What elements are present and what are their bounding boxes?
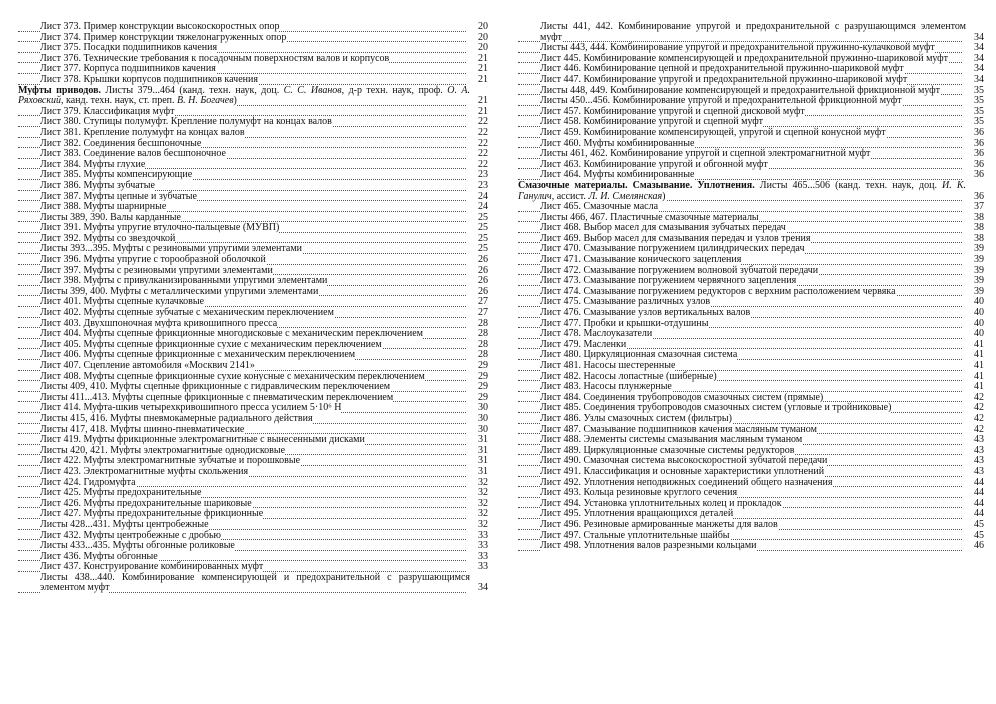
page-number: 39 [968,287,984,298]
page-number: 36 [968,128,984,139]
author-title: , канд. техн. наук, ст. преп. [61,95,177,107]
entry-title: Лист 424. Гидромуфта [40,476,136,488]
entry-title: Лист 423. Электромагнитные муфты скольжения [40,465,249,477]
entry-title: Лист 406. Муфты сцепные фрикционные с механическим переключением [40,349,356,361]
entry-title: Лист 426. Муфты предохранительные шариковые [40,497,252,509]
page-number: 24 [472,192,488,203]
entry-title: Лист 496. Резиновые армированные манжеты для валов [540,518,778,530]
entry-title: Лист 414. Муфта-шкив четырехкривошипного пресса усилием 5·10⁶ Н [40,402,342,414]
toc-entry [518,128,984,139]
author-name: С. С. Иванов [283,84,342,96]
toc-entry [518,520,984,531]
entry-title: Лист 468. Выбор масел для смазывания зубчатых передач [540,222,786,234]
toc-entry [518,414,984,425]
entry-title: Лист 483. Насосы плунжерные [540,381,672,393]
page-number: 30 [472,403,488,414]
author-title: ) [233,95,237,107]
entry-title: Лист 486. Узлы смазочных систем (фильтры) [540,412,732,424]
toc-entry [518,467,984,478]
page-number: 29 [472,393,488,404]
entry-title: Листы 399, 400. Муфты с металлическими упругими элементами [40,285,319,297]
entry-title: Лист 484. Соединения трубопроводов смазочных систем (прямые) [540,391,824,403]
page-number: 21 [472,64,488,75]
entry-title: Листы 393...395. Муфты с резиновыми упругими элементами [40,243,303,255]
page-number: 44 [968,499,984,510]
toc-entry [18,22,488,33]
entry-title: Листы 417, 418. Муфты шинно-пневматические [40,423,245,435]
entry-title: Лист 471. Смазывание конического зацепления [540,254,742,266]
page-number: 36 [968,192,984,203]
entry-title: Лист 407. Сцепление автомобиля «Москвич 2141» [40,360,255,371]
entry-title: Лист 398. Муфты с привулканизированными упругими элементами [40,275,328,287]
author-title: , д-р техн. наук, проф. [341,84,448,96]
page-number: 39 [968,266,984,277]
page-number: 22 [472,128,488,139]
entry-title: Лист 425. Муфты предохранительные [40,487,202,499]
entry-title: Листы 448, 449. Комбинирование компенсирующей и предохранительной фрикционной муфт [540,84,940,96]
page-number: 22 [472,160,488,171]
author-title: , ассист. [551,190,589,202]
entry-title: Лист 485. Соединения трубопроводов смазочных систем (угловые и тройниковые) [540,402,892,414]
toc-entry [18,361,488,372]
page-number: 41 [968,340,984,351]
page-number: 45 [968,531,984,542]
author-name: И. К. Ганулич [518,179,967,202]
page-number: 22 [472,139,488,150]
page-number: 22 [472,149,488,160]
entry-title: Листы 409, 410. Муфты сцепные фрикционные с гидравлическим переключением [40,381,391,393]
page-number: 28 [472,329,488,340]
entry-title: Лист 458. Комбинирование упругой и сцепной муфт [540,116,764,128]
toc-entry [518,361,984,372]
section-sheets: Листы 465...506 (канд. техн. наук, доц. [754,179,943,191]
page-number: 43 [968,446,984,457]
entry-title: Лист 419. Муфты фрикционные электромагнитные с вынесенными дисками [40,434,365,446]
entry-title: Лист 402. Муфты сцепные зубчатые с механическим переключением [40,307,334,319]
page-number: 42 [968,393,984,404]
page-number: 28 [472,350,488,361]
toc-entry [518,541,984,552]
entry-title: Лист 391. Муфты упругие втулочно-пальцевые (МУВП) [40,222,280,234]
page-number: 35 [968,96,984,107]
toc-entry [18,181,488,192]
entry-title: Лист 432. Муфты центробежные с дробью [40,529,221,541]
page-number: 30 [472,425,488,436]
entry-title: Лист 480. Циркуляционная смазочная система [540,349,738,361]
entry-title: Лист 380. Ступицы полумуфт. Крепление полумуфт на концах валов [40,116,332,128]
page-number: 32 [472,499,488,510]
page-number: 39 [968,276,984,287]
toc-section-heading [518,181,984,202]
page-number: 38 [968,223,984,234]
page-number: 31 [472,467,488,478]
page-number: 33 [472,552,488,563]
toc-entry [518,22,984,43]
entry-title: Лист 481. Насосы шестеренные [540,360,676,371]
entry-title: Лист 397. Муфты с резиновыми упругими элементами [40,264,273,276]
entry-title: Листы 433...435. Муфты обгонные роликовые [40,540,235,552]
page-number: 43 [968,456,984,467]
entry-title: Лист 401. Муфты сцепные кулачковые [40,296,205,308]
entry-title: Лист 478. Маслоуказатели [540,328,653,340]
entry-title: Лист 476. Смазывание узлов вертикальных валов [540,307,751,319]
entry-title: Лист 374. Пример конструкции тяжелонагруженных опор [40,31,287,43]
entry-title: Лист 489. Циркуляционные смазочные системы редукторов [540,444,795,456]
entry-title: Лист 463. Комбинирование упругой и обгонной муфт [540,158,768,170]
entry-title: Лист 447. Комбинирование упругой и предохранительной пружинно-шариковой муфт [540,73,908,85]
entry-title: Лист 392. Муфты со звездочкой [40,232,176,244]
section-title: Смазочные материалы. Смазывание. Уплотнения. [518,179,755,191]
page-number: 37 [968,202,984,213]
entry-title: Лист 403. Двухшпоночная муфта кривошипного пресса [40,317,278,329]
page-number: 40 [968,329,984,340]
entry-title: Лист 460. Муфты комбинированные [540,137,695,149]
entry-title: Лист 469. Выбор масел для смазывания передач и узлов трения [540,232,811,244]
page-number: 34 [968,75,984,86]
entry-title: Лист 405. Муфты сцепные фрикционные сухие с механическим переключением [40,338,382,350]
section-sheets: Листы 379...464 (канд. техн. наук, доц. [100,84,284,96]
page-number: 22 [472,117,488,128]
entry-title: Лист 495. Уплотнения вращающихся деталей [540,508,734,520]
page-number: 25 [472,244,488,255]
entry-title: Лист 493. Кольца резиновые круглого сечения [540,487,738,499]
page-number: 20 [472,43,488,54]
section-text [518,180,966,202]
entry-title: Лист 494. Установка уплотнительных колец и прокладок [540,497,782,509]
toc-section-heading [18,86,488,107]
page-number: 41 [968,372,984,383]
page-number: 34 [968,43,984,54]
page-number: 25 [472,213,488,224]
toc-entry [18,414,488,425]
entry-title: Лист 378. Крышки корпусов подшипников качения [40,73,258,85]
page-number: 32 [472,509,488,520]
page-number: 40 [968,308,984,319]
page-number: 21 [472,107,488,118]
page-number: 36 [968,160,984,171]
entry-title: Лист 385. Муфты компенсирующие [40,169,193,181]
page-number: 36 [968,149,984,160]
page-number: 35 [968,86,984,97]
entry-title: Лист 388. Муфты шарнирные [40,201,167,213]
entry-title: Лист 479. Масленки [540,338,627,350]
entry-title: Листы 461, 462. Комбинирование упругой и сцепной электромагнитной муфт [540,148,871,160]
entry-title: Лист 470. Смазывание погружением цилиндрических передач [540,243,805,255]
entry-title: Лист 445. Комбинирование компенсирующей и предохранительной пружинно-шариковой муфт [540,52,949,64]
page-number: 28 [472,340,488,351]
page-number: 21 [472,75,488,86]
entry-title: Лист 383. Соединение валов бесшпоночное [40,148,226,160]
entry-title: Лист 477. Пробки и крышки-отдушины [540,317,709,329]
page-number: 44 [968,488,984,499]
author-name: В. Н. Богачев [176,95,234,107]
page-number: 25 [472,223,488,234]
entry-title: Лист 465. Смазочные масла [540,201,659,213]
page-number: 44 [968,509,984,520]
entry-title: Листы 450...456. Комбинирование упругой и предохранительной фрикционной муфт [540,95,902,107]
entry-title: Лист 473. Смазывание погружением червячного зацепления [540,275,797,287]
entry-title: Лист 387. Муфты цепные и зубчатые [40,190,197,202]
toc-column-right [518,22,984,552]
page-number: 43 [968,435,984,446]
page-number: 44 [968,478,984,489]
page-number: 43 [968,467,984,478]
page-number: 34 [968,64,984,75]
entry-title: Листы 443, 444. Комбинирование упругой и предохранительной пружинно-кулачковой муфт [540,42,935,54]
page-number: 28 [472,319,488,330]
page-number: 31 [472,446,488,457]
entry-title: Лист 437. Конструирование комбинированных муфт [40,561,264,573]
page-number: 29 [472,361,488,372]
entry-title: Листы 428...431. Муфты центробежные [40,518,209,530]
page-number: 33 [472,562,488,573]
entry-title: Лист 381. Крепление полумуфт на концах валов [40,126,245,138]
entry-title: Лист 474. Смазывание погружением редукторов с верхним расположением червяка [540,285,896,297]
entry-title: Лист 379. Классификация муфт [40,105,175,117]
section-title: Муфты приводов. [18,84,101,96]
toc-entry [518,75,984,86]
page-number: 26 [472,276,488,287]
entry-title: Лист 482. Насосы лопастные (шиберные) [540,370,717,382]
entry-title: Лист 386. Муфты зубчатые [40,179,155,191]
entry-title: Лист 457. Комбинирование упругой и сцепной дисковой муфт [540,105,805,117]
page-number: 40 [968,319,984,330]
entry-title: Лист 487. Смазывание подшипников качения масляным туманом [540,423,817,435]
page-number: 42 [968,403,984,414]
page-number: 46 [968,541,984,552]
entry-title: Лист 375. Посадки подшипников качения [40,42,218,54]
page-number: 42 [968,414,984,425]
page-number: 33 [472,531,488,542]
entry-title: Листы 466, 467. Пластичные смазочные материалы [540,211,759,223]
entry-title: Лист 472. Смазывание погружением волновой зубчатой передачи [540,264,819,276]
page-number: 41 [968,382,984,393]
page-number: 34 [968,54,984,65]
page-number: 21 [472,96,488,107]
entry-title: Лист 475. Смазывание различных узлов [540,296,711,308]
page-number: 34 [968,33,984,44]
page-number: 31 [472,435,488,446]
section-text [18,85,470,107]
entry-title: Листы 411...413. Муфты сцепные фрикционные с пневматическим переключением [40,391,394,403]
toc-entry [18,128,488,139]
entry-title: Листы 441, 442. Комбинирование упругой и предохранительной с разрушающимся элементом муфт [540,21,966,43]
page-number: 30 [472,414,488,425]
page-number: 34 [472,583,488,594]
page-number: 21 [472,54,488,65]
page-number: 41 [968,361,984,372]
toc-entry [18,520,488,531]
entry-title: Лист 446. Комбинирование цепной и предохранительной пружинно-шариковой муфт [540,63,904,75]
page-number: 32 [472,478,488,489]
toc-entry [18,573,488,594]
page-number: 29 [472,372,488,383]
entry-title: Лист 490. Смазочная система высокоскоростной зубчатой передачи [540,455,828,467]
entry-title: Листы 420, 421. Муфты электромагнитные однодисковые [40,444,286,456]
entry-title: Лист 488. Элементы системы смазывания масляным туманом [540,434,803,446]
page-number: 27 [472,297,488,308]
toc-entry [18,467,488,478]
entry-title: Листы 438...440. Комбинирование компенсирующей и предохранительной с разрушающимся элементом муфт [40,571,470,594]
entry-title: Лист 422. Муфты электромагнитные зубчатые и порошковые [40,455,301,467]
page-number: 32 [472,488,488,499]
entry-title: Лист 492. Уплотнения неподвижных соединений общего назначения [540,476,833,488]
entry-title: Лист 373. Пример конструкции высокоскоростных опор [40,21,280,32]
entry-title: Лист 464. Муфты комбинированные [540,169,695,181]
entry-title: Лист 459. Комбинирование компенсирующей, упругой и сцепной конусной муфт [540,126,886,138]
page-number: 38 [968,234,984,245]
entry-title: Лист 498. Уплотнения валов разрезными кольцами [540,540,757,552]
page-number: 20 [472,22,488,33]
page-number: 39 [968,244,984,255]
page-number: 39 [968,255,984,266]
page-number: 36 [968,139,984,150]
page-number: 26 [472,255,488,266]
page-number: 20 [472,33,488,44]
page-number: 26 [472,287,488,298]
entry-title: Лист 497. Стальные уплотнительные шайбы [540,529,730,541]
entry-title: Лист 427. Муфты предохранительные фрикционные [40,508,264,520]
page-number: 33 [472,541,488,552]
entry-title: Лист 376. Технические требования к посадочным поверхностям валов и корпусов [40,52,390,64]
page-number: 27 [472,308,488,319]
page-number: 24 [472,202,488,213]
page-number: 26 [472,266,488,277]
page-number: 45 [968,520,984,531]
page-number: 42 [968,425,984,436]
author-title: ) [662,190,666,202]
page-number: 35 [968,107,984,118]
entry-title: Лист 491. Классификация и основные характеристики уплотнений [540,465,825,477]
page-number: 40 [968,297,984,308]
page-number: 32 [472,520,488,531]
page-number: 29 [472,382,488,393]
page-number: 25 [472,234,488,245]
entry-title: Лист 404. Муфты сцепные фрикционные многодисковые с механическим переключением [40,328,423,340]
page-number: 38 [968,213,984,224]
entry-title: Лист 436. Муфты обгонные [40,550,158,562]
page-number: 31 [472,456,488,467]
entry-title: Лист 408. Муфты сцепные фрикционные сухие конусные с механическим переключением [40,370,425,382]
page-number: 23 [472,181,488,192]
entry-title: Лист 377. Корпуса подшипников качения [40,63,216,75]
author-name: О. А. Ряховский [18,84,470,107]
entry-title: Листы 415, 416. Муфты пневмокамерные радиального действия [40,412,313,424]
toc-column-left [18,22,488,594]
page-number: 41 [968,350,984,361]
author-name: Л. И. Смелянская [588,190,663,202]
page-number: 23 [472,170,488,181]
entry-title: Лист 396. Муфты упругие с торообразной оболочкой [40,254,266,266]
entry-title: Листы 389, 390. Валы карданные [40,211,181,223]
page-number: 36 [968,170,984,181]
page-number: 35 [968,117,984,128]
entry-title: Лист 384. Муфты глухие [40,158,146,170]
entry-title: Лист 382. Соединения бесшпоночные [40,137,202,149]
